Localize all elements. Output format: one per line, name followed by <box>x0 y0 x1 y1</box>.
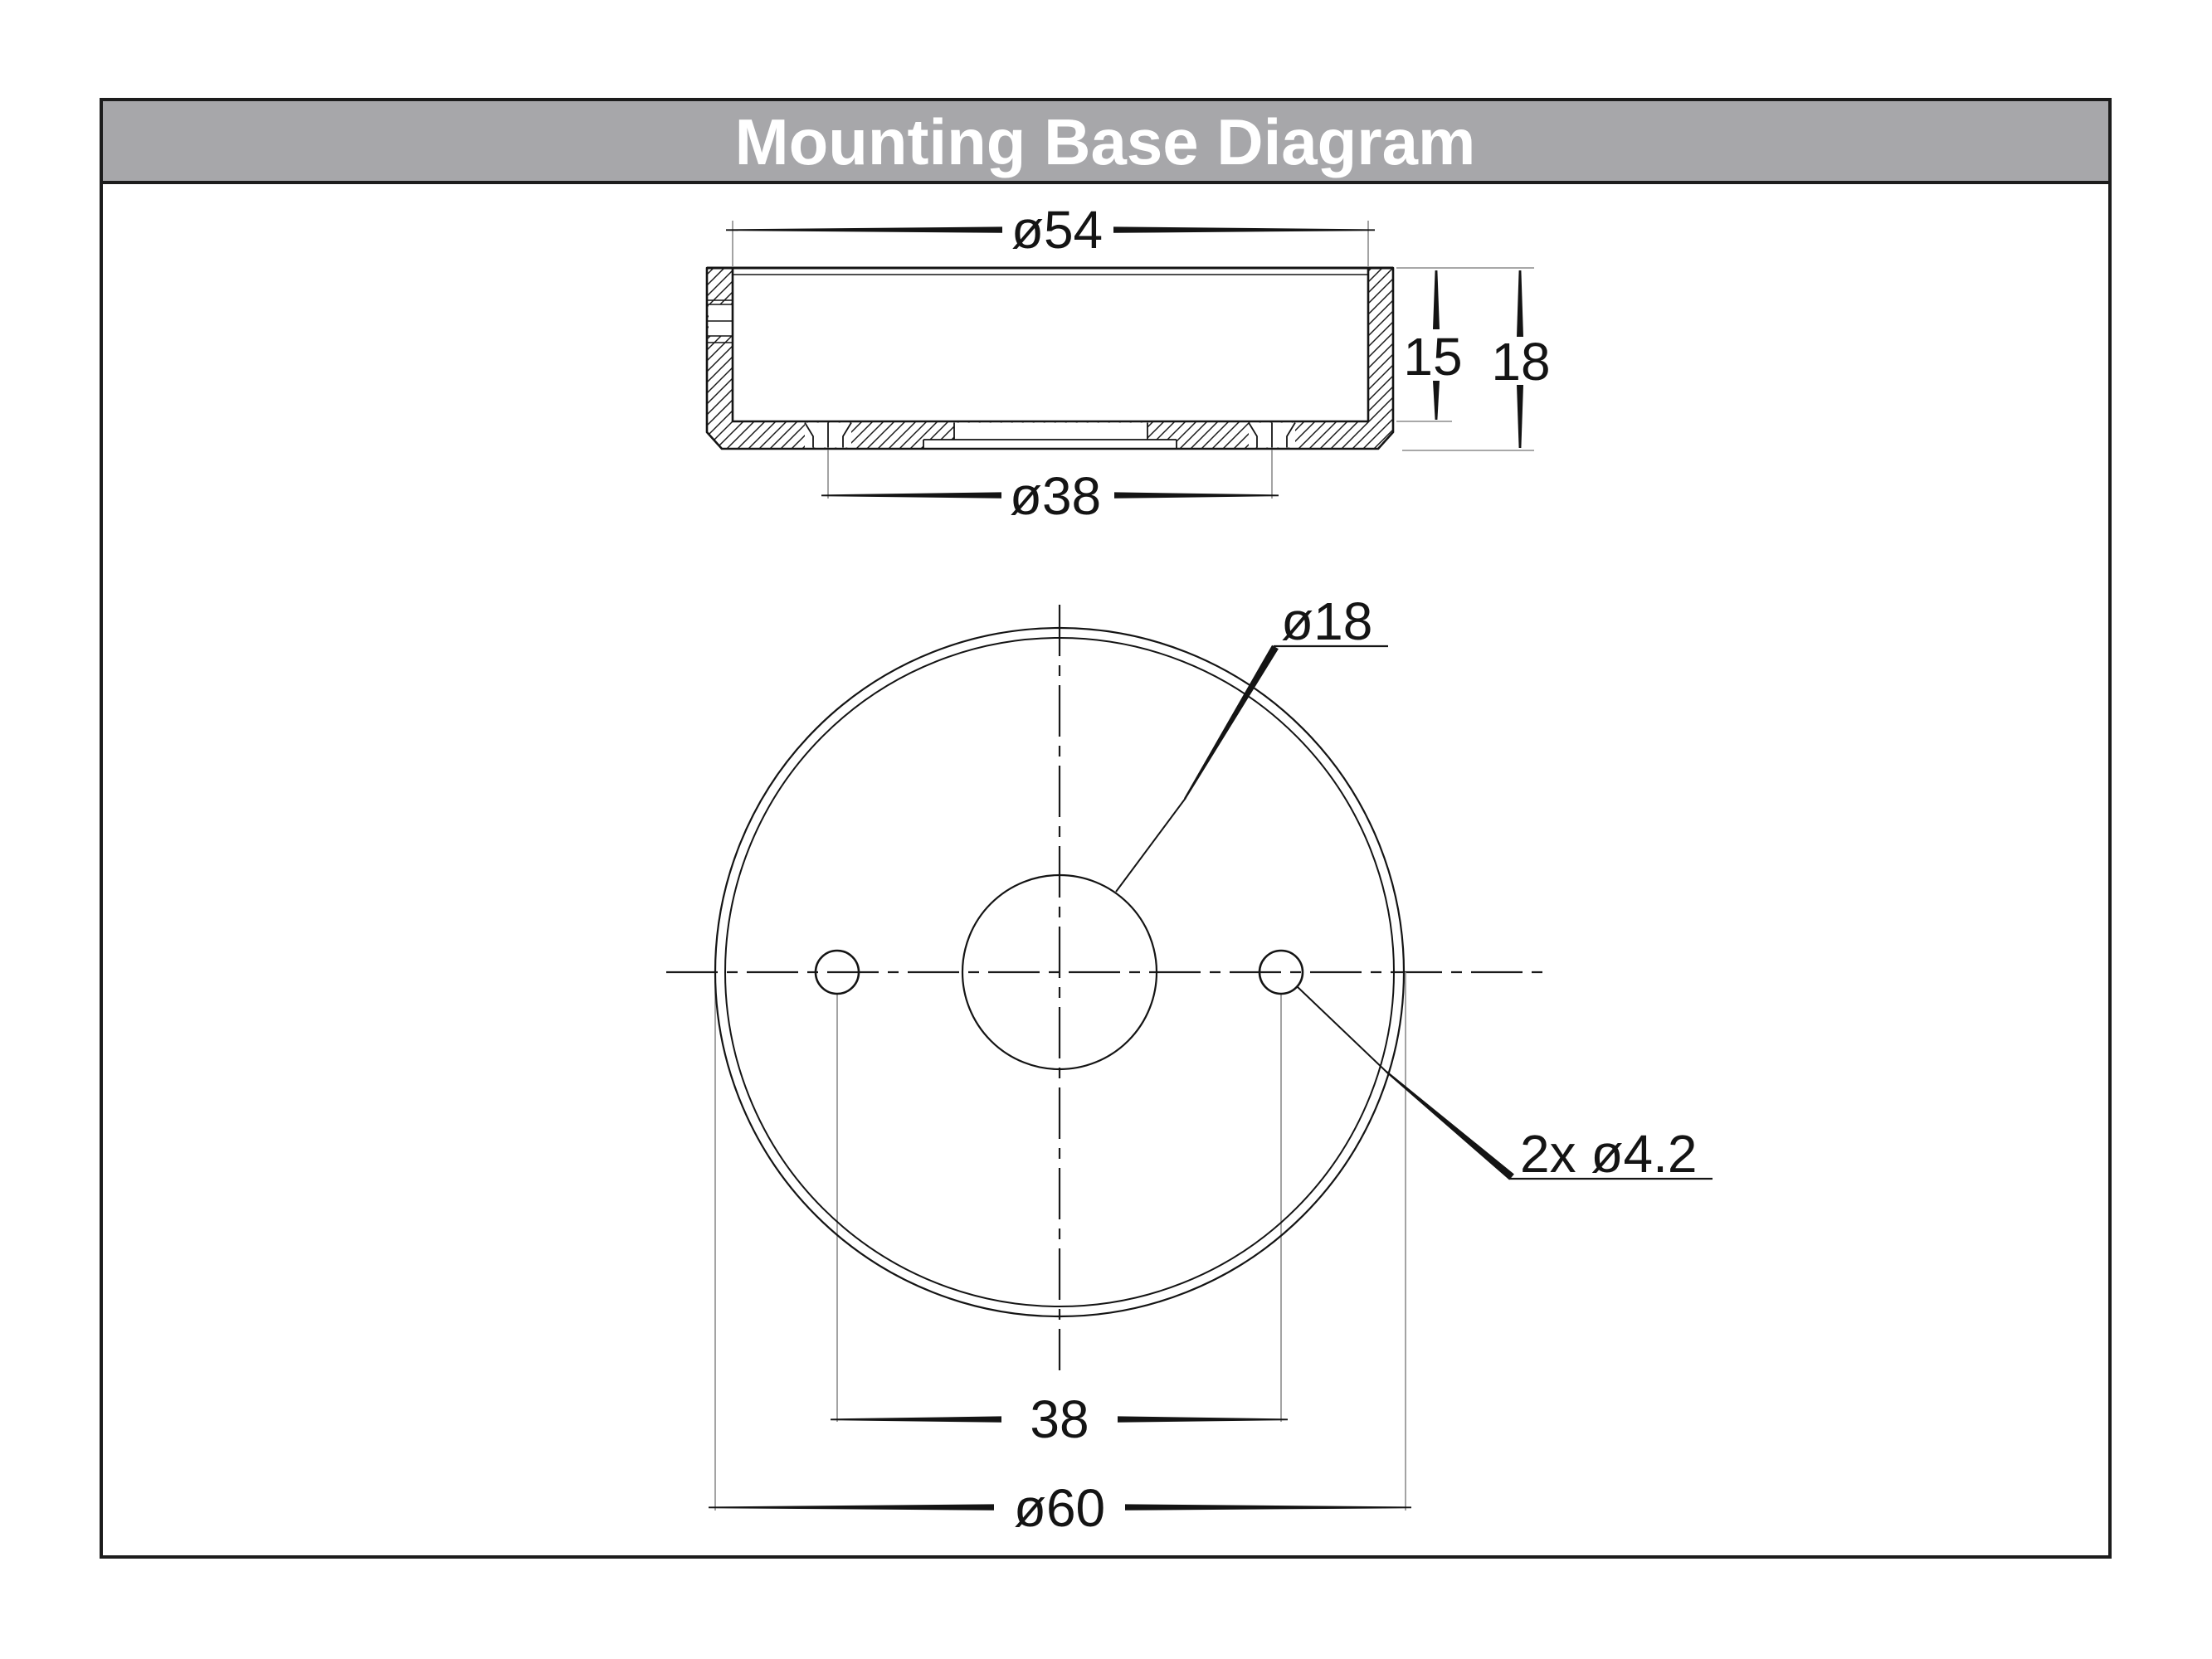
title-bar <box>101 100 2110 182</box>
page-title: Mounting Base Diagram <box>734 105 1476 178</box>
dim-label-38-section: ø38 <box>1009 466 1102 526</box>
dim-label-center-hole: ø18 <box>1281 591 1373 651</box>
left-wall-slot <box>709 304 732 336</box>
dim-label-38-plan: 38 <box>1030 1389 1089 1449</box>
dim-label-60: ø60 <box>1013 1478 1106 1538</box>
dim-label-15: 15 <box>1403 327 1463 387</box>
dim-label-screw-holes: 2x ø4.2 <box>1520 1124 1698 1184</box>
dim-label-18: 18 <box>1491 332 1551 392</box>
center-channel-step <box>923 440 1177 448</box>
dim-label-54: ø54 <box>1011 200 1104 260</box>
page-border <box>101 100 2110 1557</box>
